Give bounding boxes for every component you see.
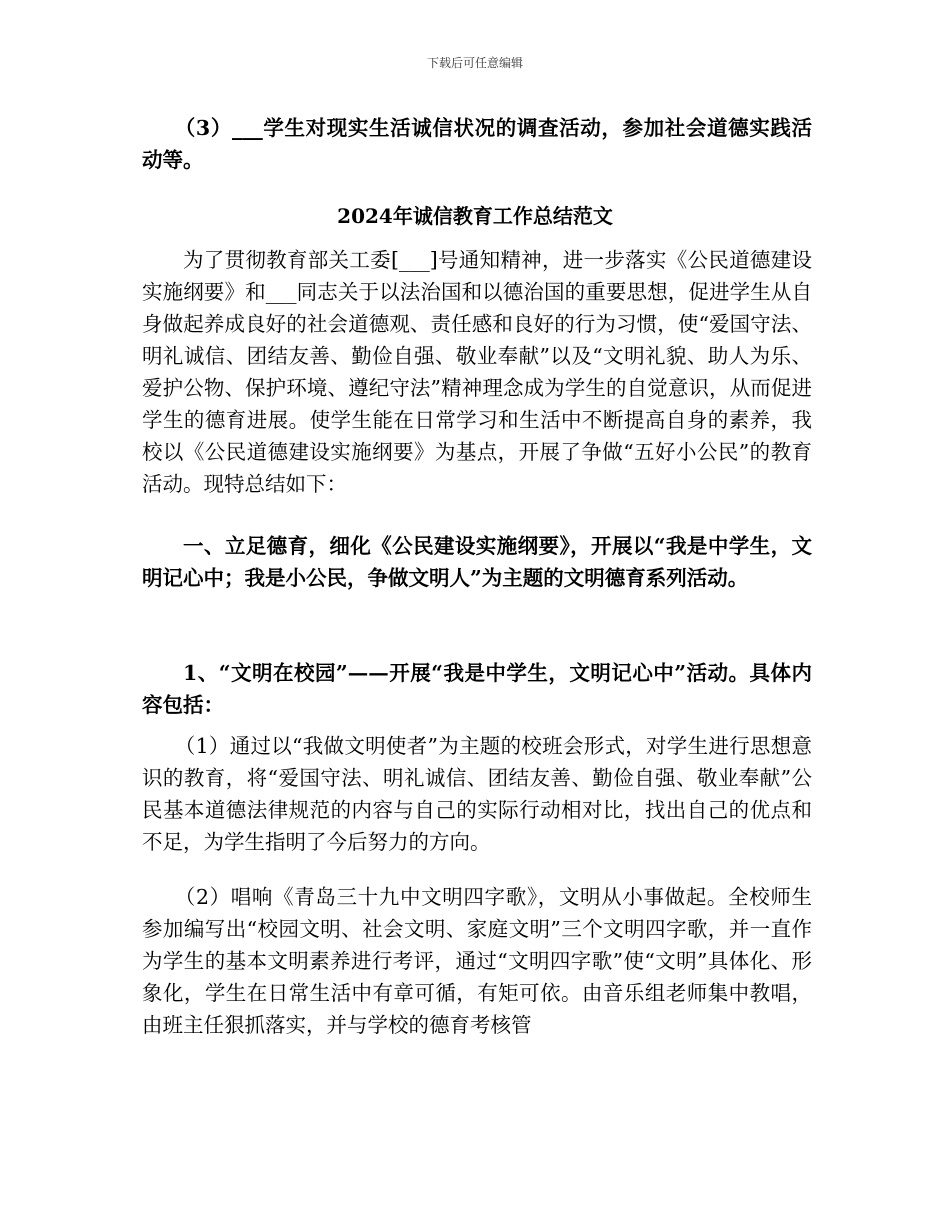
page-header: 下载后可任意编辑 <box>426 56 523 70</box>
document-title: 2024年诚信教育工作总结范文 <box>337 204 613 228</box>
subsection-heading-1: 1、“文明在校园”——开展“我是中学生，文明记心中”活动。具体内容包括： <box>142 661 812 717</box>
section-heading-1: 一、立足德育，细化《公民建设实施纲要》，开展以“我是中学生，文明记心中；我是小公民，争做文明人”为主题的文明德育系列活动。 <box>142 534 812 590</box>
intro-item: （3）___学生对现实生活诚信状况的调查活动，参加社会道德实践活动等。 <box>142 116 812 172</box>
list-item-2: （2）唱响《青岛三十九中文明四字歌》，文明从小事做起。全校师生参加编写出“校园文明、社会文明、家庭文明”三个文明四字歌，并一直作为学生的基本文明素养进行考评，通过“文明四字歌”使“文明”具体化、形象化，学生在日常生活中有章可循，有矩可依。由音乐组老师集中教唱，由班主任狠抓落实，并与学校的德育考核管 <box>142 885 812 1037</box>
paragraph-intro: 为了贯彻教育部关工委[___]号通知精神，进一步落实《公民道德建设实施纲要》和___同志关于以法治国和以德治国的重要思想，促进学生从自身做起养成良好的社会道德观、责任感和良好的行为习惯，使“爱国守法、明礼诚信、团结友善、勤俭自强、敬业奉献”以及“文明礼貌、助人为乐、爱护公物、保护环境、遵纪守法”精神理念成为学生的自觉意识，从而促进学生的德育进展。使学生能在日常学习和生活中不断提高自身的素养，我校以《公民道德建设实施纲要》为基点，开展了争做“五好小公民”的教育活动。现特总结如下： <box>142 248 812 496</box>
list-item-1: （1）通过以“我做文明使者”为主题的校班会形式，对学生进行思想意识的教育，将“爱国守法、明礼诚信、团结友善、勤俭自强、敬业奉献”公民基本道德法律规范的内容与自己的实际行动相对比，找出自己的优点和不足，为学生指明了今后努力的方向。 <box>142 734 812 854</box>
